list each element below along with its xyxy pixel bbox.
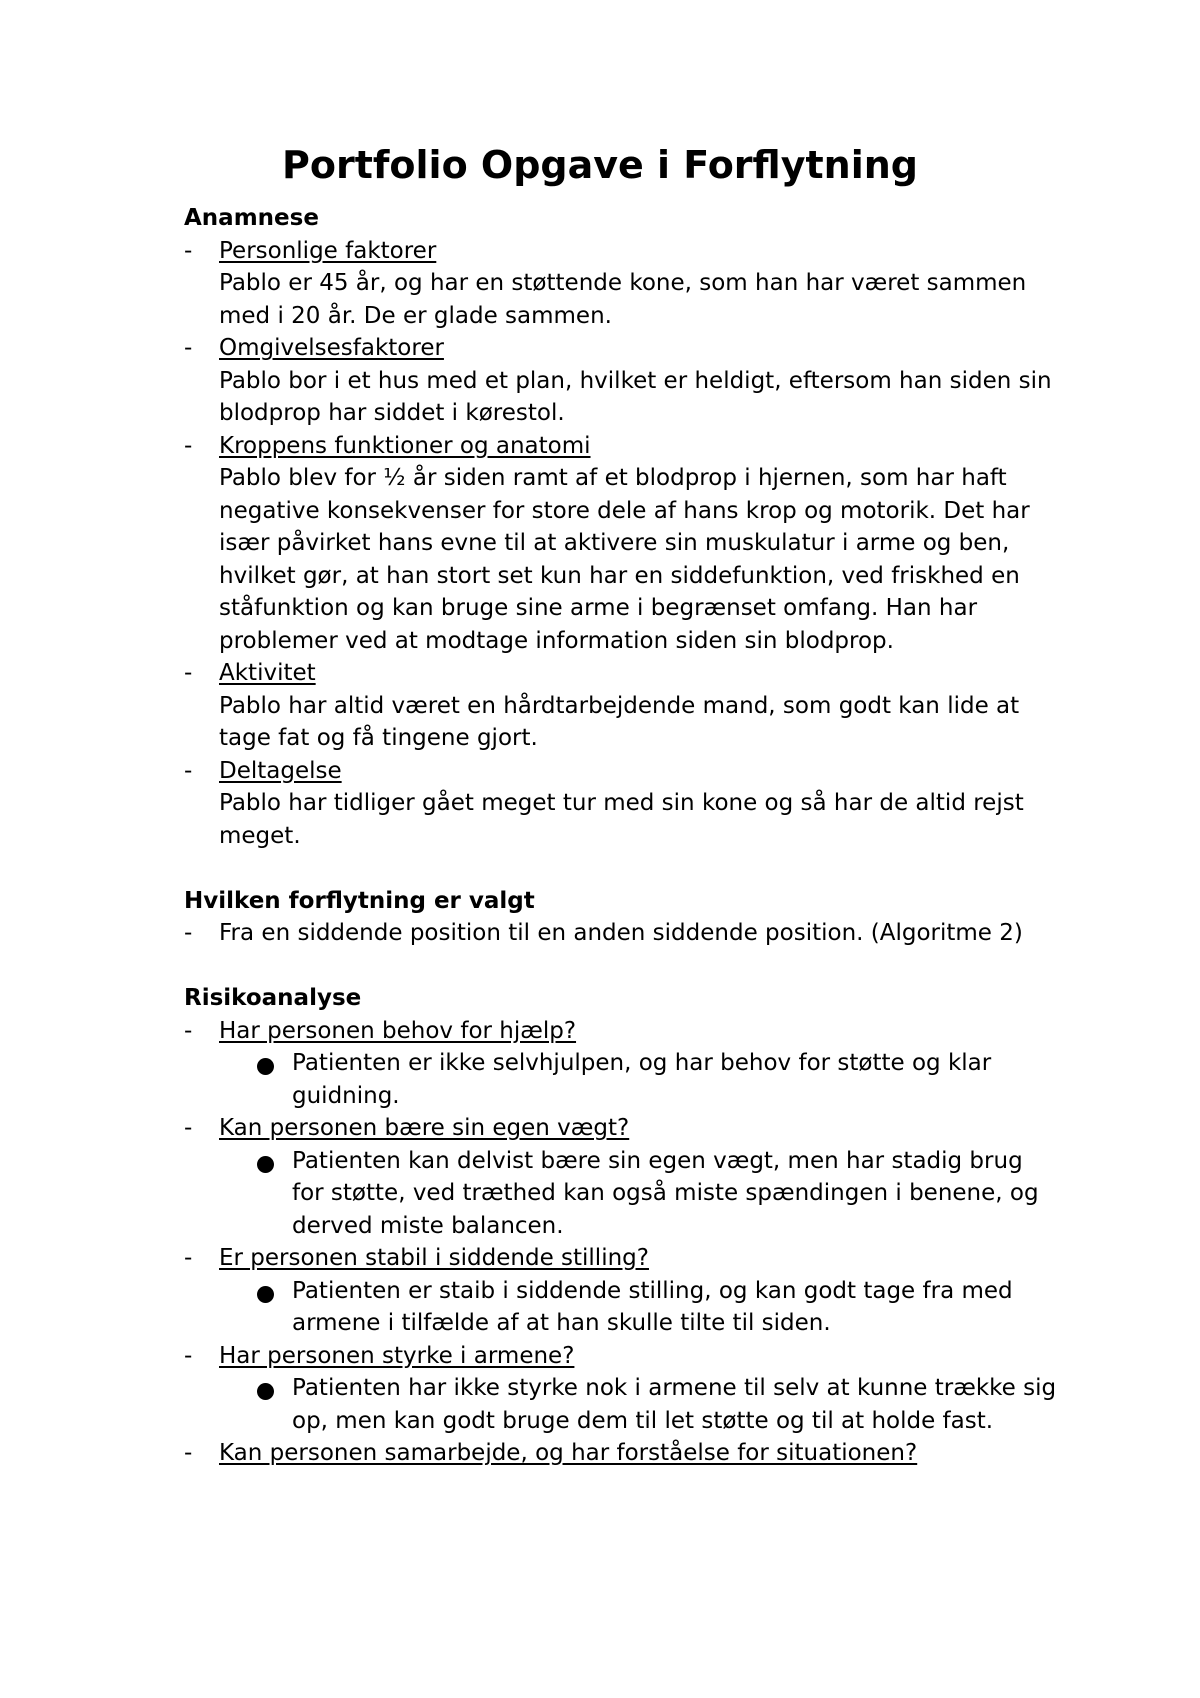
list-item-kroppens-funktioner	[184, 430, 1060, 658]
risk-item-styrke-armene	[184, 1340, 1060, 1438]
item-label: Aktivitet	[219, 660, 316, 686]
risk-item-behov-for-hjaelp	[184, 1015, 1060, 1113]
item-text: Pablo blev for ½ år siden ramt af et blodprop i hjernen, som har haft negative konsekvenser for store dele af hans krop og motorik. Det har især påvirket hans evne til at aktivere sin muskulatur i arme og ben, hvilket gør, at han stort set kun har en siddefunktion, ved friskhed en ståfunktion og kan bruge sine arme i begrænset omfang. Han har problemer ved at modtage information siden sin blodprop.	[219, 465, 1030, 654]
item-label: Deltagelse	[219, 757, 342, 784]
dash-marker: -	[184, 237, 193, 264]
risk-answer	[184, 1372, 1060, 1437]
bullet-dot-icon	[257, 1383, 274, 1400]
risk-answer-text: Patienten har ikke styrke nok i armene til selv at kunne trække sig op, men kan godt bruge dem til let støtte og til at holde fast.	[292, 1375, 1057, 1434]
risk-item-samarbejde	[184, 1437, 1060, 1470]
bullet-dot-icon	[257, 1058, 274, 1075]
risk-answer	[184, 1145, 1060, 1243]
list-item-deltagelse	[184, 755, 1060, 853]
item-text: Pablo bor i et hus med et plan, hvilket er heldigt, eftersom han siden sin blodprop har siddet i kørestol.	[219, 367, 1052, 426]
risk-question: Kan personen bære sin egen vægt?	[219, 1115, 630, 1141]
risk-question: Har personen styrke i armene?	[219, 1342, 575, 1369]
item-text: Fra en siddende position til en anden siddende position. (Algoritme 2)	[219, 920, 1023, 946]
risk-question: Har personen behov for hjælp?	[219, 1017, 577, 1044]
dash-marker: -	[184, 1342, 193, 1369]
dash-marker: -	[184, 1440, 193, 1466]
risk-answer	[184, 1047, 1060, 1112]
risk-question: Er personen stabil i siddende stilling?	[219, 1245, 649, 1271]
section-spacer	[184, 950, 1060, 983]
risk-answer-text: Patienten er staib i siddende stilling, og kan godt tage fra med armene i tilfælde af at han skulle tilte til siden.	[292, 1277, 1013, 1336]
risk-answer-text: Patienten kan delvist bære sin egen vægt, men har stadig brug for støtte, ved træthed kan også miste spændingen i benene, og derved miste balancen.	[292, 1147, 1039, 1239]
dash-marker: -	[184, 1115, 193, 1141]
item-label: Kroppens funktioner og anatomi	[219, 432, 591, 459]
dash-marker: -	[184, 757, 193, 784]
bullet-dot-icon	[257, 1156, 274, 1173]
list-item-forflytning	[184, 917, 1060, 950]
list-item-personlige-faktorer	[184, 235, 1060, 333]
risk-item-egen-vaegt	[184, 1112, 1060, 1242]
risk-question: Kan personen samarbejde, og har forståelse for situationen?	[219, 1440, 918, 1466]
dash-marker: -	[184, 1245, 193, 1271]
dash-marker: -	[184, 335, 193, 361]
section-heading-risikoanalyse: Risikoanalyse	[184, 985, 362, 1011]
risk-answer-text: Patienten er ikke selvhjulpen, og har behov for støtte og klar guidning.	[292, 1050, 992, 1109]
section-heading-forflytning: Hvilken forflytning er valgt	[184, 887, 535, 914]
bullet-dot-icon	[257, 1286, 274, 1303]
item-label: Personlige faktorer	[219, 237, 437, 264]
item-text: Pablo er 45 år, og har en støttende kone, som han har været sammen med i 20 år. De er glade sammen.	[219, 270, 1027, 329]
section-spacer	[184, 852, 1060, 885]
dash-marker: -	[184, 1017, 193, 1044]
list-item-omgivelsesfaktorer	[184, 332, 1060, 430]
document-title: Portfolio Opgave i Forflytning	[282, 143, 918, 187]
risk-answer	[184, 1275, 1060, 1340]
item-text: Pablo har tidliger gået meget tur med sin kone og så har de altid rejst meget.	[219, 790, 1024, 849]
list-item-aktivitet	[184, 657, 1060, 755]
dash-marker: -	[184, 432, 193, 459]
section-heading-anamnese: Anamnese	[184, 205, 319, 231]
dash-marker: -	[184, 920, 193, 946]
risk-item-stabil-siddende	[184, 1242, 1060, 1340]
dash-marker: -	[184, 660, 193, 686]
item-text: Pablo har altid været en hårdtarbejdende mand, som godt kan lide at tage fat og få tingene gjort.	[219, 692, 1020, 751]
item-label: Omgivelsesfaktorer	[219, 335, 444, 361]
